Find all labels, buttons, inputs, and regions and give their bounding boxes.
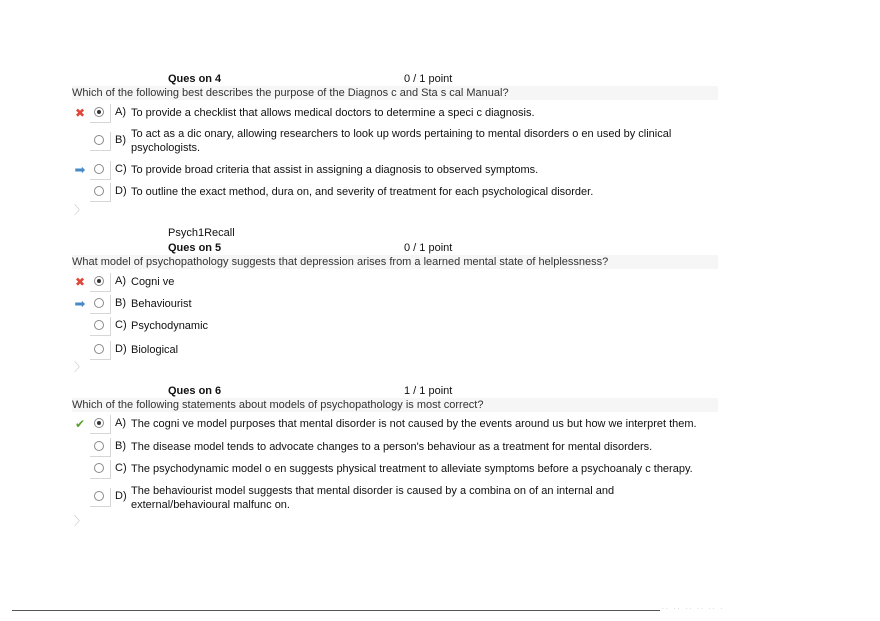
radio-button[interactable]: [94, 164, 104, 174]
option-letter: A): [115, 275, 126, 287]
correct-check-icon: ✔: [74, 417, 86, 431]
option-text: The cogni ve model purposes that mental disorder is not caused by the events around us but how we interpret them.: [131, 418, 697, 430]
radio-button[interactable]: [94, 463, 104, 473]
footer-divider: [12, 610, 660, 611]
option-letter: A): [115, 106, 126, 118]
option-letter: B): [115, 134, 126, 146]
question-text: What model of psychopathology suggests that depression arises from a learned mental state of helplessness?: [72, 255, 718, 269]
radio-button[interactable]: [94, 418, 104, 428]
option-text: Cogni ve: [131, 276, 175, 288]
option-text: The psychodynamic model o en suggests physical treatment to alleviate symptoms before a psychoanaly c therapy.: [131, 463, 693, 475]
question-text: Which of the following statements about models of psychopathology is most correct?: [72, 398, 718, 412]
option-text: To act as a dic onary, allowing researchers to look up words pertaining to mental disorders o en used by clinical psychologists.: [131, 128, 672, 154]
option-letter: D): [115, 490, 127, 502]
option-text: Biological: [131, 344, 179, 356]
option-row[interactable]: [70, 183, 720, 203]
chevron-right-icon[interactable]: 〉: [74, 203, 87, 217]
option-text: The behaviourist model suggests that mental disorder is caused by a combina on of an internal and external/behavioural malfunc on.: [131, 485, 615, 511]
question-title: Ques on 4: [168, 73, 222, 85]
option-row[interactable]: [70, 273, 720, 293]
option-row[interactable]: [70, 438, 720, 458]
option-row[interactable]: [70, 341, 720, 361]
question-text: Which of the following best describes the purpose of the Diagnos c and Sta s cal Manual?: [72, 86, 718, 100]
option-text: The disease model tends to advocate changes to a person's behaviour as a treatment for mental disorders.: [131, 441, 653, 453]
option-letter: D): [115, 343, 127, 355]
radio-button[interactable]: [94, 491, 104, 501]
radio-button[interactable]: [94, 344, 104, 354]
incorrect-icon: ✖: [74, 275, 86, 289]
option-letter: C): [115, 462, 127, 474]
option-text: To provide broad criteria that assist in assigning a diagnosis to observed symptoms.: [131, 164, 539, 176]
radio-button[interactable]: [94, 107, 104, 117]
option-letter: C): [115, 319, 127, 331]
chevron-right-icon[interactable]: 〉: [74, 360, 87, 374]
radio-button[interactable]: [94, 276, 104, 286]
option-row[interactable]: [70, 295, 720, 315]
footer-marks: ·· ·· ·· ·· ·· ·: [662, 606, 725, 612]
option-text: To outline the exact method, dura on, and severity of treatment for each psychological disorder.: [131, 186, 594, 198]
correct-answer-arrow-icon: ➡: [74, 162, 86, 177]
radio-button[interactable]: [94, 135, 104, 145]
option-letter: D): [115, 185, 127, 197]
incorrect-icon: ✖: [74, 106, 86, 120]
radio-button[interactable]: [94, 186, 104, 196]
option-letter: A): [115, 417, 126, 429]
chevron-right-icon[interactable]: 〉: [74, 514, 87, 528]
option-row[interactable]: [70, 460, 720, 480]
option-text: Behaviourist: [131, 298, 192, 310]
radio-button[interactable]: [94, 320, 104, 330]
option-row[interactable]: [70, 415, 720, 435]
option-letter: B): [115, 297, 126, 309]
correct-answer-arrow-icon: ➡: [74, 296, 86, 311]
option-text: To provide a checklist that allows medical doctors to determine a speci c diagnosis.: [131, 107, 535, 119]
option-row[interactable]: [70, 317, 720, 337]
question-category: Psych1Recall: [168, 227, 235, 239]
option-row[interactable]: [70, 125, 720, 157]
option-row[interactable]: [70, 482, 720, 514]
question-score: 0 / 1 point: [404, 242, 453, 254]
radio-button[interactable]: [94, 298, 104, 308]
option-row[interactable]: [70, 104, 720, 124]
question-score: 1 / 1 point: [404, 385, 453, 397]
option-text: Psychodynamic: [131, 320, 209, 332]
question-title: Ques on 5: [168, 242, 222, 254]
question-title: Ques on 6: [168, 385, 222, 397]
question-score: 0 / 1 point: [404, 73, 453, 85]
option-row[interactable]: [70, 161, 720, 181]
radio-button[interactable]: [94, 441, 104, 451]
option-letter: C): [115, 163, 127, 175]
option-letter: B): [115, 440, 126, 452]
